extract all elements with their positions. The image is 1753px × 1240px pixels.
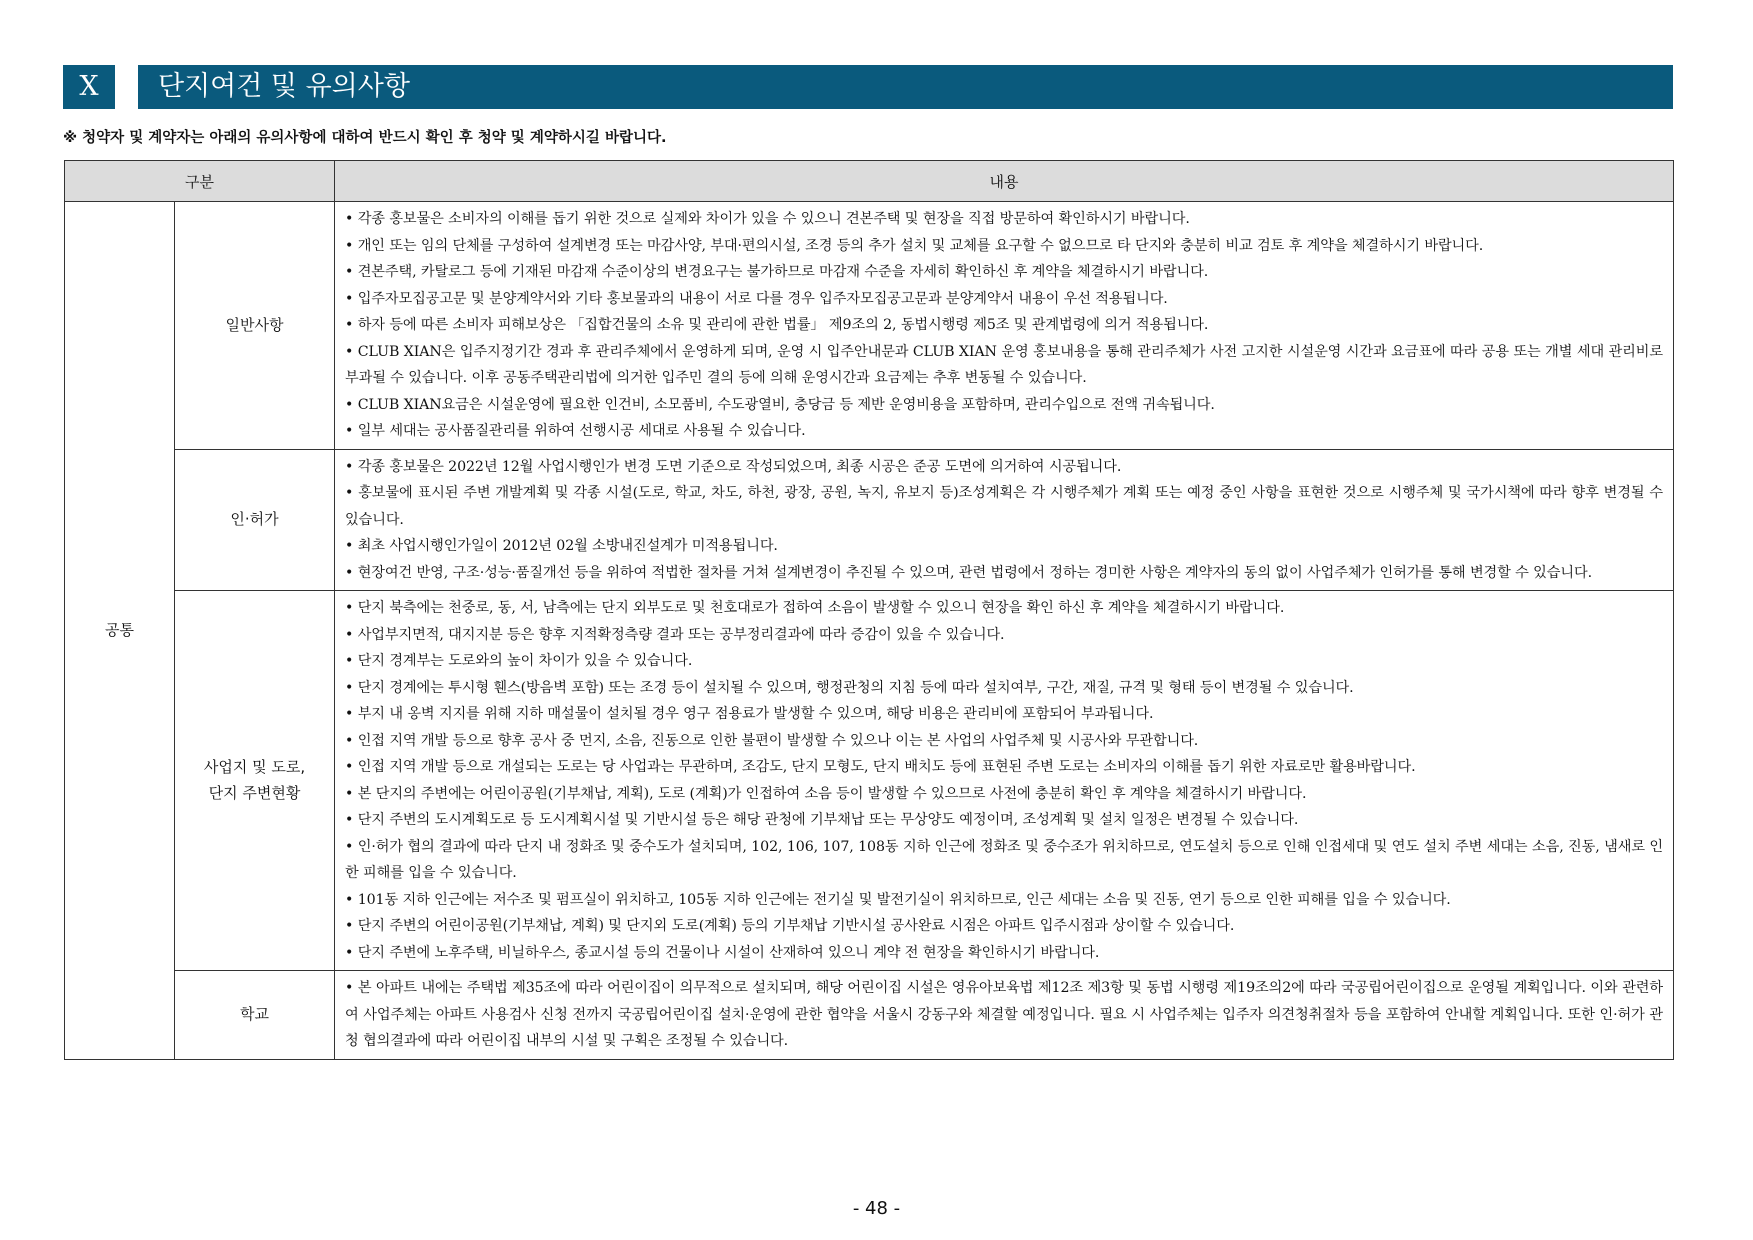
table-row xyxy=(65,971,1674,1060)
table-row xyxy=(65,202,1674,450)
precautions-table xyxy=(64,160,1674,1060)
table-row xyxy=(65,591,1674,971)
list-item: • CLUB XIAN요금은 시설운영에 필요한 인건비, 소모품비, 수도광열비, 충당금 등 제반 운영비용을 포함하며, 관리수입으로 전액 귀속됩니다. xyxy=(345,396,1215,413)
table-header-row xyxy=(65,161,1674,202)
list-item: • 각종 홍보물은 소비자의 이해를 돕기 위한 것으로 실제와 차이가 있을 수 있으니 견본주택 및 현장을 직접 방문하여 확인하시기 바랍니다. xyxy=(345,211,1190,227)
list-item: • 단지 주변의 도시계획도로 등 도시계획시설 및 기반시설 등은 해당 관청에 기부채납 또는 무상양도 예정이며, 조성계획 및 설치 일정은 변경될 수 있습니다. xyxy=(345,812,1299,828)
list-item: • 부지 내 옹벽 지지를 위해 지하 매설물이 설치될 경우 영구 점용료가 발생할 수 있으며, 해당 비용은 관리비에 포함되어 부과됩니다. xyxy=(345,706,1154,722)
row-label-general: 일반사항 xyxy=(175,202,335,450)
row-label-site-line2: 단지 주변현황 xyxy=(208,783,301,802)
list-item: • 단지 주변의 어린이공원(기부채납, 계획) 및 단지외 도로(계획) 등의 기부채납 기반시설 공사완료 시점은 아파트 입주시점과 상이할 수 있습니다. xyxy=(345,918,1235,934)
section-title: 단지여건 및 유의사항 xyxy=(138,65,1673,109)
row-content-school xyxy=(335,971,1674,1060)
list-item: • 하자 등에 따른 소비자 피해보상은 「집합건물의 소유 및 관리에 관한 법률」 제9조의 2, 동법시행령 제5조 및 관계법령에 의거 적용됩니다. xyxy=(345,317,1209,333)
list-item: • 본 아파트 내에는 주택법 제35조에 따라 어린이집이 의무적으로 설치되며, 해당 어린이집 시설은 영유아보육법 제12조 제3항 및 동법 시행령 제19조의2에 따라 국공립어린이집으로 운영될 계획입니다. 이와 관련하여 사업주체는 아파트 사용검사 신청 전까지 국공립어린이집 설치·운영에 관한 협약을 서울시 강동구와 체결할 예정입니다. 필요 시 사업주체는 입주자 의견청취절차 등을 포함하여 안내할 계획입니다. 또한 인·허가 관청 협의결과에 따라 어린이집 내부의 시설 및 구획은 조정될 수 있습니다. xyxy=(345,980,1664,1049)
header-content: 내용 xyxy=(335,161,1674,202)
list-item: • 101동 지하 인근에는 저수조 및 펌프실이 위치하고, 105동 지하 인근에는 전기실 및 발전기실이 위치하므로, 인근 세대는 소음 및 진동, 연기 등으로 인한 피해를 입을 수 있습니다. xyxy=(345,891,1451,908)
row-content-general xyxy=(335,202,1674,450)
page-number: - 48 - xyxy=(852,1198,901,1219)
list-item: • 인접 지역 개발 등으로 향후 공사 중 먼지, 소음, 진동으로 인한 불편이 발생할 수 있으나 이는 본 사업의 사업주체 및 시공사와 무관합니다. xyxy=(345,732,1199,749)
row-content-permit xyxy=(335,449,1674,591)
row-label-site-line1: 사업지 및 도로, xyxy=(203,758,306,776)
list-item: • 개인 또는 임의 단체를 구성하여 설계변경 또는 마감사양, 부대·편의시설, 조경 등의 추가 설치 및 교체를 요구할 수 없으므로 타 단지와 충분히 비교 검토 후 계약을 체결하시기 바랍니다. xyxy=(345,237,1484,254)
list-item: • 단지 경계에는 투시형 휀스(방음벽 포함) 또는 조경 등이 설치될 수 있으며, 행정관청의 지침 등에 따라 설치여부, 구간, 재질, 규격 및 형태 등이 변경될 수 있습니다. xyxy=(345,679,1354,696)
group-label: 공통 xyxy=(65,202,175,1060)
list-item: • 입주자모집공고문 및 분양계약서와 기타 홍보물과의 내용이 서로 다를 경우 입주자모집공고문과 분양계약서 내용이 우선 적용됩니다. xyxy=(345,290,1168,307)
list-item: • 최초 사업시행인가일이 2012년 02월 소방내진설계가 미적용됩니다. xyxy=(345,538,778,554)
section-number: X xyxy=(63,65,115,109)
list-item: • 단지 경계부는 도로와의 높이 차이가 있을 수 있습니다. xyxy=(345,653,693,669)
list-item: • 현장여건 반영, 구조·성능·품질개선 등을 위하여 적법한 절차를 거쳐 설계변경이 추진될 수 있으며, 관련 법령에서 정하는 경미한 사항은 계약자의 동의 없이 사업주체가 인허가를 통해 변경할 수 있습니다. xyxy=(345,564,1593,581)
list-item: • 사업부지면적, 대지지분 등은 향후 지적확정측량 결과 또는 공부정리결과에 따라 증감이 있을 수 있습니다. xyxy=(345,626,1005,643)
list-item: • 인접 지역 개발 등으로 개설되는 도로는 당 사업과는 무관하며, 조감도, 단지 모형도, 단지 배치도 등에 표현된 주변 도로는 소비자의 이해를 돕기 위한 자료로만 활용바랍니다. xyxy=(345,759,1416,775)
row-content-site xyxy=(335,591,1674,971)
section-title-bar xyxy=(63,65,1673,109)
row-label-site xyxy=(175,591,335,971)
list-item: • 일부 세대는 공사품질관리를 위하여 선행시공 세대로 사용될 수 있습니다. xyxy=(345,423,806,439)
list-item: • CLUB XIAN은 입주지정기간 경과 후 관리주체에서 운영하게 되며, 운영 시 입주안내문과 CLUB XIAN 운영 홍보내용을 통해 관리주체가 사전 고지한 시설운영 시간과 요금표에 따라 공용 또는 개별 세대 관리비로 부과될 수 있습니다. 이후 공동주택관리법에 의거한 입주민 결의 등에 의해 운영시간과 요금제는 추후 변동될 수 있습니다. xyxy=(345,343,1664,386)
row-label-permit: 인·허가 xyxy=(175,449,335,591)
list-item: • 홍보물에 표시된 주변 개발계획 및 각종 시설(도로, 학교, 차도, 하천, 광장, 공원, 녹지, 유보지 등)조성계획은 각 시행주체가 계획 또는 예정 중인 사항을 표현한 것으로 시행주체 및 국가시책에 따라 향후 변경될 수 있습니다. xyxy=(345,485,1664,528)
list-item: • 인·허가 협의 결과에 따라 단지 내 정화조 및 중수도가 설치되며, 102, 106, 107, 108동 지하 인근에 정화조 및 중수조가 위치하므로, 연도설치 등으로 인해 인접세대 및 연도 설치 주변 세대는 소음, 진동, 냄새로 인한 피해를 입을 수 있습니다. xyxy=(345,838,1664,881)
list-item: • 각종 홍보물은 2022년 12월 사업시행인가 변경 도면 기준으로 작성되었으며, 최종 시공은 준공 도면에 의거하여 시공됩니다. xyxy=(345,458,1122,475)
list-item: • 단지 주변에 노후주택, 비닐하우스, 종교시설 등의 건물이나 시설이 산재하여 있으니 계약 전 현장을 확인하시기 바랍니다. xyxy=(345,944,1100,961)
table-row xyxy=(65,449,1674,591)
header-category: 구분 xyxy=(65,161,335,202)
list-item: • 견본주택, 카탈로그 등에 기재된 마감재 수준이상의 변경요구는 불가하므로 마감재 수준을 자세히 확인하신 후 계약을 체결하시기 바랍니다. xyxy=(345,264,1209,280)
list-item: • 단지 북측에는 천중로, 동, 서, 남측에는 단지 외부도로 및 천호대로가 접하여 소음이 발생할 수 있으니 현장을 확인 하신 후 계약을 체결하시기 바랍니다. xyxy=(345,600,1285,616)
notice-text: ※ 청약자 및 계약자는 아래의 유의사항에 대하여 반드시 확인 후 청약 및 계약하시길 바랍니다. xyxy=(63,130,667,146)
list-item: • 본 단지의 주변에는 어린이공원(기부채납, 계획), 도로 (계획)가 인접하여 소음 등이 발생할 수 있으므로 사전에 충분히 확인 후 계약을 체결하시기 바랍니다. xyxy=(345,785,1307,802)
row-label-school: 학교 xyxy=(175,971,335,1060)
